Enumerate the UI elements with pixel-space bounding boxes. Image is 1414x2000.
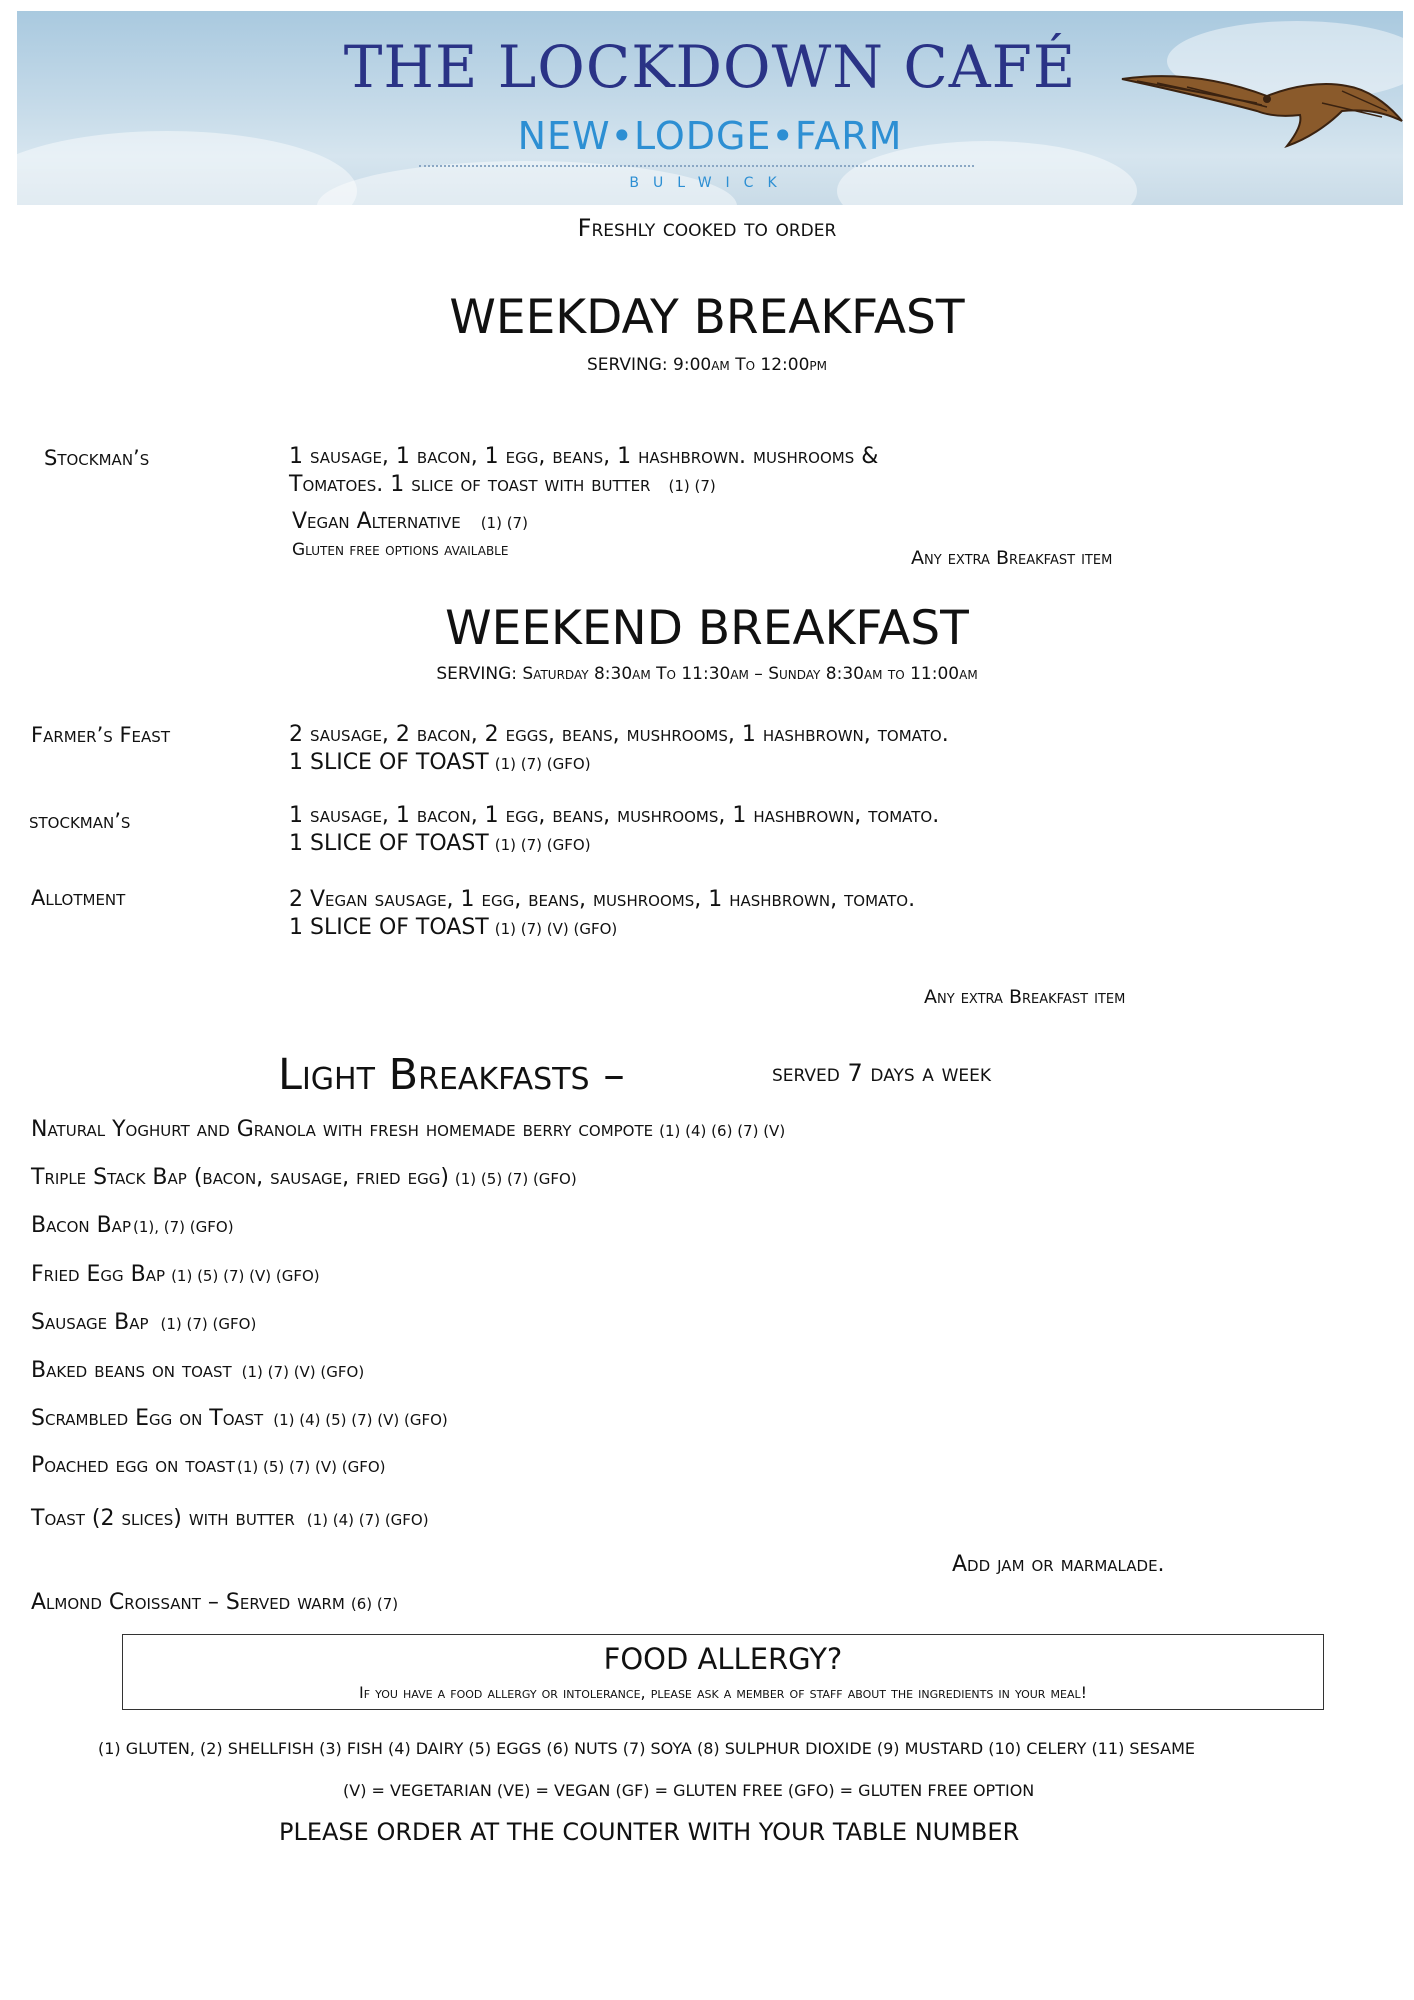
- light-menu-item: Natural Yoghurt and Granola with fresh homemade berry compote (1) (4) (6) (7) (V): [31, 1117, 786, 1142]
- allergen-codes: (1) (4) (5) (7) (V) (GFO): [273, 1411, 448, 1429]
- allergen-codes: (1) (7) (V) (GFO): [241, 1363, 365, 1381]
- logo-divider: [419, 165, 974, 167]
- allergen-codes: (1) (5) (7) (V) (GFO): [236, 1458, 386, 1476]
- weekend-title: WEEKEND BREAKFAST: [445, 601, 969, 656]
- light-menu-item: Triple Stack Bap (bacon, sausage, fried egg) (1) (5) (7) (GFO): [31, 1165, 577, 1190]
- allergy-text: If you have a food allergy or intolerance, please ask a member of staff about the ingredients in your meal!: [358, 1683, 1088, 1702]
- diet-legend: (V) = VEGETARIAN (VE) = VEGAN (GF) = GLUTEN FREE (GFO) = GLUTEN FREE OPTION: [343, 1781, 1035, 1800]
- light-menu-item: Sausage Bap (1) (7) (GFO): [31, 1310, 257, 1335]
- allergy-title: FOOD ALLERGY?: [603, 1642, 843, 1676]
- allergen-legend: (1) GLUTEN, (2) SHELLFISH (3) FISH (4) DAIRY (5) EGGS (6) NUTS (7) SOYA (8) SULPHUR DIOXIDE (9) MUSTARD (10) CELERY (11) SESAME: [98, 1739, 1195, 1758]
- weekend-item-desc: 1 sausage, 1 bacon, 1 egg, beans, mushrooms, 1 hashbrown, tomato.: [289, 803, 940, 828]
- weekend-item-desc: 1 SLICE OF TOAST (1) (7) (GFO): [289, 831, 591, 856]
- weekday-item-desc: Tomatoes. 1 slice of toast with butter (1) (7): [289, 472, 716, 497]
- weekday-title: WEEKDAY BREAKFAST: [449, 290, 965, 345]
- allergen-codes: (1) (7) (GFO): [494, 836, 591, 854]
- vegan-alternative: Vegan Alternative (1) (7): [292, 509, 528, 534]
- allergen-codes: (1) (7): [668, 477, 716, 495]
- weekday-serving: SERVING: 9:00am To 12:00pm: [586, 355, 828, 375]
- allergen-codes: (1) (7) (V) (GFO): [494, 920, 618, 938]
- weekend-serving: SERVING: Saturday 8:30am To 11:30am – Sunday 8:30am to 11:00am: [436, 664, 978, 684]
- header-banner: [17, 11, 1403, 205]
- allergen-codes: (1) (7) (GFO): [494, 755, 591, 773]
- cafe-logo-title: THE LOCKDOWN CAFÉ: [343, 33, 1077, 101]
- allergen-codes: (1) (4) (6) (7) (V): [659, 1122, 786, 1140]
- weekend-item-name: stockman’s: [29, 809, 131, 833]
- allergen-codes: (1), (7) (GFO): [132, 1218, 234, 1236]
- order-instruction: PLEASE ORDER AT THE COUNTER WITH YOUR TABLE NUMBER: [279, 1818, 1020, 1846]
- light-menu-item: Scrambled Egg on Toast (1) (4) (5) (7) (V) (GFO): [31, 1406, 448, 1431]
- light-menu-item: Bacon Bap (1), (7) (GFO): [31, 1213, 234, 1238]
- weekend-item-desc: 2 Vegan sausage, 1 egg, beans, mushrooms, 1 hashbrown, tomato.: [289, 887, 916, 912]
- allergen-codes: (1) (4) (7) (GFO): [306, 1511, 429, 1529]
- extra-item-note: Any extra Breakfast item: [924, 986, 1126, 1008]
- allergen-codes: (1) (5) (7) (V) (GFO): [171, 1267, 320, 1285]
- weekend-item-desc: 1 SLICE OF TOAST (1) (7) (GFO): [289, 750, 591, 775]
- allergen-codes: (1) (7) (GFO): [160, 1315, 257, 1333]
- light-breakfasts-subtitle: served 7 days a week: [772, 1059, 992, 1087]
- weekend-item-name: Allotment: [31, 886, 126, 910]
- farm-logo-name: NEW•LODGE•FARM: [517, 114, 903, 158]
- light-menu-item: Toast (2 slices) with butter (1) (4) (7) (GFO): [31, 1506, 429, 1531]
- light-menu-item: Almond Croissant – Served warm (6) (7): [31, 1590, 399, 1615]
- weekday-item-desc: 1 sausage, 1 bacon, 1 egg, beans, 1 hashbrown. mushrooms &: [289, 444, 879, 469]
- weekday-item-name: Stockman’s: [44, 446, 150, 470]
- allergen-codes: (1) (7): [480, 514, 528, 532]
- weekend-item-name: Farmer’s Feast: [31, 723, 170, 747]
- weekend-item-desc: 1 SLICE OF TOAST (1) (7) (V) (GFO): [289, 915, 618, 940]
- allergen-codes: (1) (5) (7) (GFO): [454, 1170, 577, 1188]
- light-menu-item: Fried Egg Bap (1) (5) (7) (V) (GFO): [31, 1262, 320, 1287]
- weekend-item-desc: 2 sausage, 2 bacon, 2 eggs, beans, mushrooms, 1 hashbrown, tomato.: [289, 722, 949, 747]
- food-allergy-box: [122, 1634, 1324, 1710]
- light-menu-item: Poached egg on toast (1) (5) (7) (V) (GFO): [31, 1453, 386, 1478]
- allergen-codes: (6) (7): [350, 1595, 399, 1613]
- light-breakfasts-title: Light Breakfasts –: [278, 1050, 625, 1100]
- light-menu-item: Baked beans on toast (1) (7) (V) (GFO): [31, 1358, 365, 1383]
- logo-location: BULWICK: [629, 175, 791, 191]
- extra-item-note: Any extra Breakfast item: [911, 547, 1113, 569]
- tagline: Freshly cooked to order: [577, 214, 837, 242]
- bird-icon: [1117, 41, 1403, 161]
- jam-note: Add jam or marmalade.: [952, 1552, 1165, 1577]
- gluten-free-note: Gluten free options available: [292, 540, 509, 560]
